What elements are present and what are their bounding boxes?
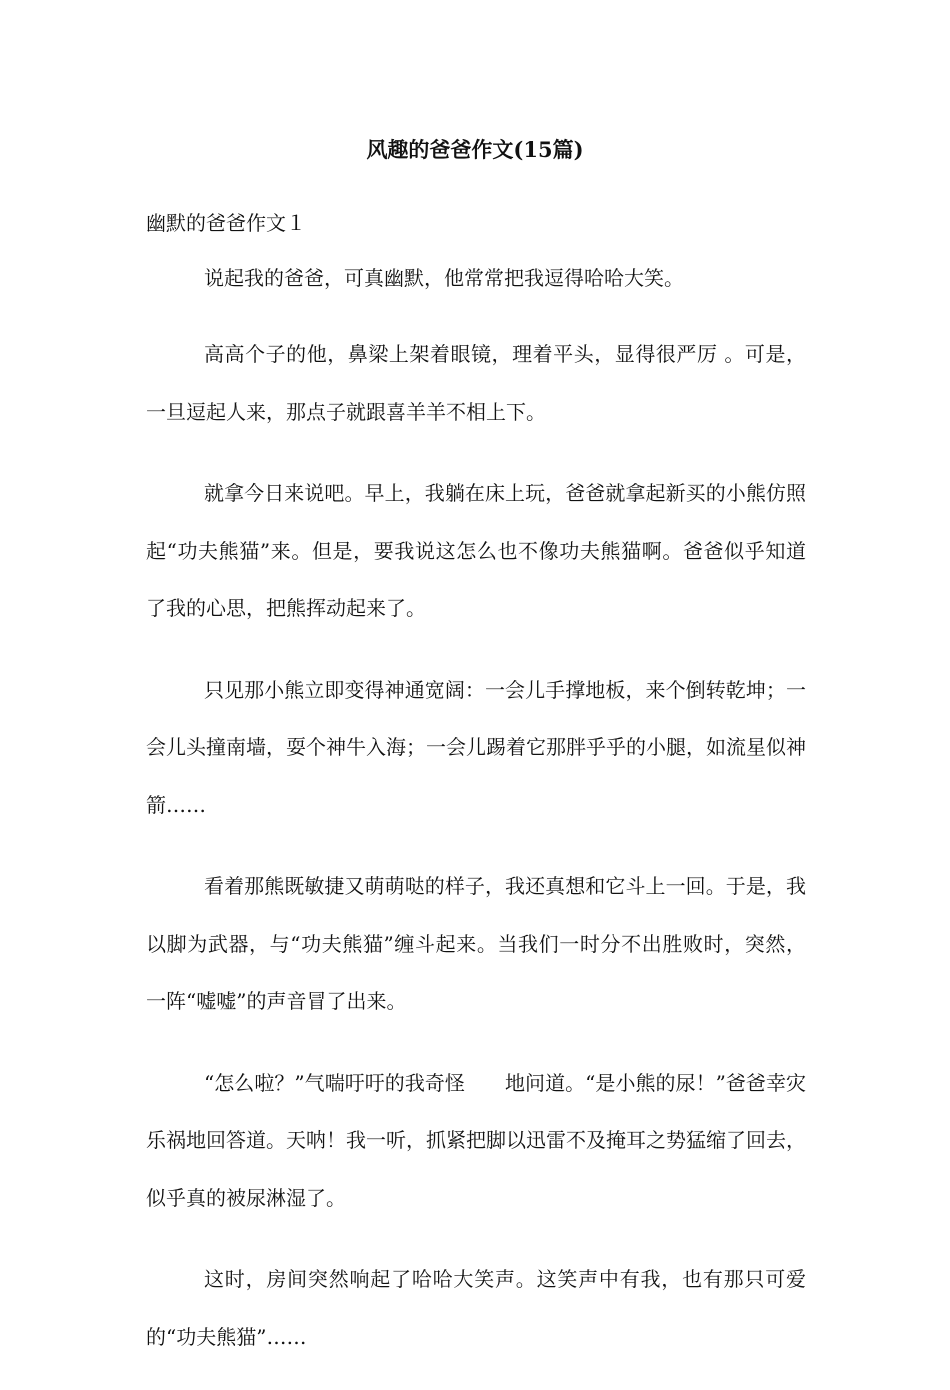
paragraph-2: 高高个子的他，鼻梁上架着眼镜，理着平头，显得很严厉 。可是，一旦逗起人来，那点子就跟喜羊羊不相上下。 (146, 342, 806, 424)
paragraph-7: 这时，房间突然响起了哈哈大笑声。这笑声中有我，也有那只可爱的“功夫熊猫”…… (146, 1267, 806, 1349)
paragraph-5: 看着那熊既敏捷又萌萌哒的样子，我还真想和它斗上一回。于是，我以脚为武器，与“功夫熊猫”缠斗起来。当我们一时分不出胜败时，突然，一阵“嘘嘘”的声音冒了出来。 (146, 874, 806, 1013)
document-title: 风趣的爸爸作文(15篇) (366, 137, 584, 162)
essay-subtitle: 幽默的爸爸作文１ (146, 211, 306, 235)
paragraph-4: 只见那小熊立即变得神通宽阔：一会儿手撑地板，来个倒转乾坤；一会儿头撞南墙，耍个神牛入海；一会儿踢着它那胖乎乎的小腿，如流星似神箭…… (146, 677, 806, 817)
paragraph-1: 说起我的爸爸，可真幽默，他常常把我逗得哈哈大笑。 (204, 266, 684, 290)
paragraph-3: 就拿今日来说吧。早上，我躺在床上玩，爸爸就拿起新买的小熊仿照起“功夫熊猫”来。但是，要我说这怎么也不像功夫熊猫啊。爸爸似乎知道了我的心思，把熊挥动起来了。 (146, 481, 806, 620)
essay-body (146, 262, 806, 1390)
paragraph-6: “怎么啦？”气喘吁吁的我奇怪 地问道。“是小熊的尿！”爸爸幸灾乐祸地回答道。天呐！我一听，抓紧把脚以迅雷不及掩耳之势猛缩了回去，似乎真的被尿淋湿了。 (146, 1070, 806, 1210)
